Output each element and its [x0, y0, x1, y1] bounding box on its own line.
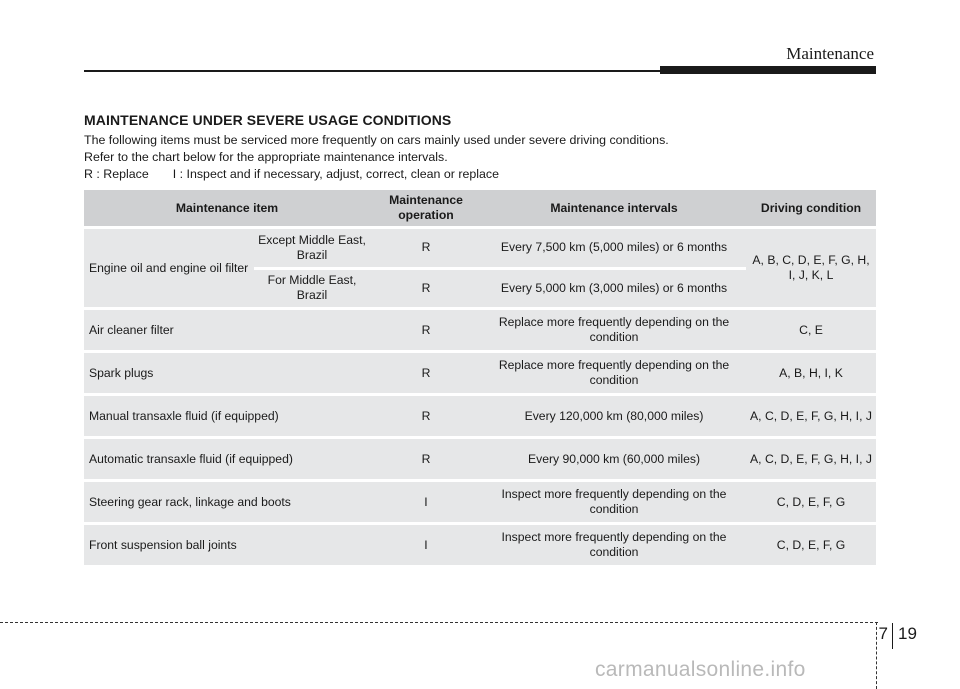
cell-interval: Every 120,000 km (80,000 miles) [482, 396, 746, 436]
cell-condition: A, B, C, D, E, F, G, H, I, J, K, L [746, 229, 876, 307]
cell-condition: C, E [746, 310, 876, 350]
table-row [84, 525, 876, 565]
cell-interval: Replace more frequently depending on the condition [482, 353, 746, 393]
intro-text [84, 132, 669, 183]
chapter-number: 7 [878, 624, 888, 643]
cell-condition: A, B, H, I, K [746, 353, 876, 393]
header-maintenance-operation: Maintenance operation [370, 190, 482, 226]
table-row [84, 310, 876, 350]
cell-operation: R [370, 353, 482, 393]
cell-condition: A, C, D, E, F, G, H, I, J [746, 396, 876, 436]
header-rule-accent [660, 66, 876, 74]
table-row [84, 482, 876, 522]
cell-item: Front suspension ball joints [84, 525, 370, 565]
header-rule [84, 70, 664, 72]
cell-item: Engine oil and engine oil filter [84, 229, 254, 307]
header-driving-condition: Driving condition [746, 190, 876, 226]
legend-line [84, 166, 669, 183]
cell-region: For Middle East, Brazil [254, 270, 370, 308]
cell-interval: Replace more frequently depending on the condition [482, 310, 746, 350]
cell-region: Except Middle East, Brazil [254, 229, 370, 267]
legend-replace: R : Replace [84, 167, 149, 181]
table-row [84, 439, 876, 479]
cell-operation: I [370, 482, 482, 522]
cell-condition: A, C, D, E, F, G, H, I, J [746, 439, 876, 479]
cell-operation: R [370, 439, 482, 479]
page-number: 19 [898, 624, 917, 643]
cell-item: Steering gear rack, linkage and boots [84, 482, 370, 522]
cell-interval: Every 5,000 km (3,000 miles) or 6 months [482, 270, 746, 308]
cell-item: Manual transaxle fluid (if equipped) [84, 396, 370, 436]
legend-inspect: I : Inspect and if necessary, adjust, correct, clean or replace [172, 167, 499, 181]
cell-operation: R [370, 229, 482, 267]
table-row [84, 396, 876, 436]
cell-interval: Inspect more frequently depending on the condition [482, 525, 746, 565]
header-maintenance-item: Maintenance item [84, 190, 370, 226]
section-title: MAINTENANCE UNDER SEVERE USAGE CONDITIONS [84, 112, 452, 128]
cell-interval: Inspect more frequently depending on the condition [482, 482, 746, 522]
page-header-title: Maintenance [786, 44, 874, 63]
cell-interval: Every 7,500 km (5,000 miles) or 6 months [482, 229, 746, 267]
table-row [84, 229, 876, 267]
table-header-row [84, 190, 876, 226]
cell-operation: R [370, 396, 482, 436]
page-number-separator [892, 623, 893, 649]
intro-line-1: The following items must be serviced more frequently on cars mainly used under severe driving conditions. [84, 133, 669, 147]
cell-item: Air cleaner filter [84, 310, 370, 350]
cell-item: Spark plugs [84, 353, 370, 393]
cell-operation: R [370, 270, 482, 308]
footer-dashed-rule [0, 622, 878, 623]
cell-operation: I [370, 525, 482, 565]
header-maintenance-intervals: Maintenance intervals [482, 190, 746, 226]
cell-condition: C, D, E, F, G [746, 482, 876, 522]
cell-item: Automatic transaxle fluid (if equipped) [84, 439, 370, 479]
maintenance-table [84, 187, 876, 568]
cell-operation: R [370, 310, 482, 350]
watermark: carmanualsonline.info [595, 658, 806, 681]
intro-line-2: Refer to the chart below for the appropriate maintenance intervals. [84, 150, 448, 164]
cell-condition: C, D, E, F, G [746, 525, 876, 565]
table-row [84, 353, 876, 393]
cell-interval: Every 90,000 km (60,000 miles) [482, 439, 746, 479]
